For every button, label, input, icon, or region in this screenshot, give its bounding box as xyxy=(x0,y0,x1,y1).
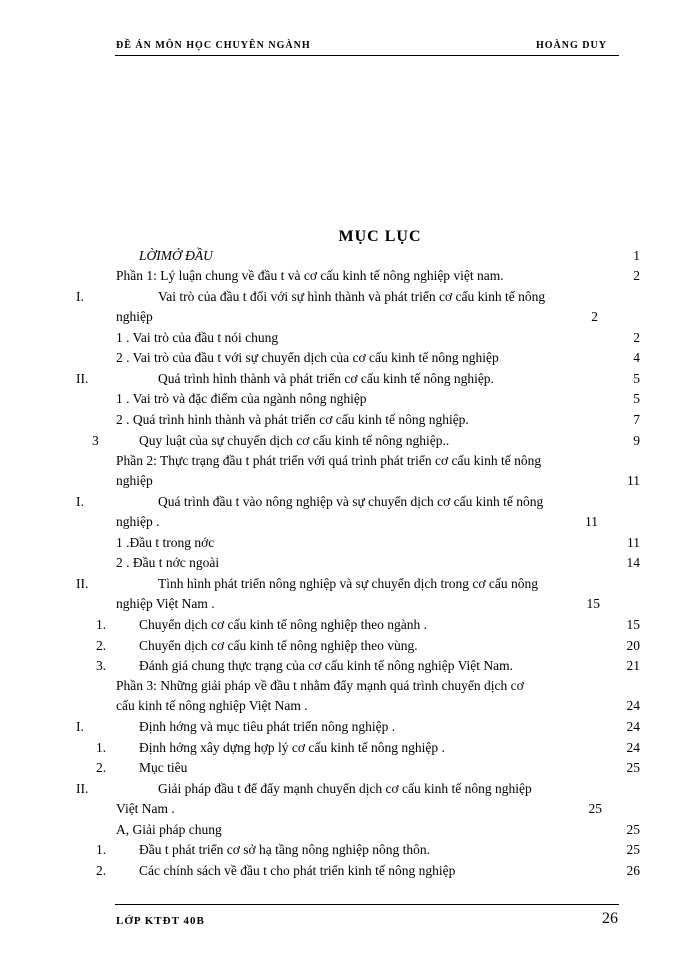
toc-entry-page: 25 xyxy=(626,842,640,857)
toc-entry-page: 15 xyxy=(626,617,640,632)
toc-entry-text: Quy luật của sự chuyển dịch cơ cấu kinh tế nông nghiệp.. xyxy=(139,433,450,448)
toc-entry-page: 20 xyxy=(626,638,640,653)
toc-entry-text: 1 . Vai trò của đầu t nói chung xyxy=(116,330,279,345)
toc-entry-text: Đầu t phát triển cơ sở hạ tầng nông nghiệp nông thôn. xyxy=(139,842,430,857)
toc-entry-continuation: cấu kinh tế nông nghiệp Việt Nam . xyxy=(116,698,308,713)
toc-entry-text: Tình hình phát triển nông nghiệp và sự chuyển dịch trong cơ cấu nông xyxy=(158,576,538,591)
toc-entry-text: Chuyển dịch cơ cấu kinh tế nông nghiệp theo vùng. xyxy=(139,638,418,653)
toc-entry-continuation: nghiệp xyxy=(116,473,153,488)
toc-entry-text: Phần 2: Thực trạng đầu t phát triển với quá trình phát triển cơ cấu kinh tế nông xyxy=(116,453,542,468)
toc-entry-page: 25 xyxy=(626,760,640,775)
toc-entry-continuation: nghiệp xyxy=(116,309,153,324)
toc-entry-text: Chuyển dịch cơ cấu kinh tế nông nghiệp theo ngành . xyxy=(139,617,427,632)
toc-entry-page: 9 xyxy=(633,433,640,448)
toc-entry-page: 2 xyxy=(633,330,640,345)
toc-entry-text: Phần 1: Lý luận chung về đầu t và cơ cấu kinh tế nông nghiệp việt nam. xyxy=(116,268,504,283)
toc-entry-page: 11 xyxy=(585,514,598,529)
toc-entry-text: Quá trình hình thành và phát triển cơ cấu kinh tế nông nghiệp. xyxy=(158,371,494,386)
toc-entry-page: 14 xyxy=(626,555,640,570)
toc-entry-number: I. xyxy=(76,289,84,304)
toc-entry-page: 24 xyxy=(626,698,640,713)
toc-entry-number: 2. xyxy=(96,638,107,653)
toc-entry-number: 1. xyxy=(96,617,107,632)
toc-entry-page: 24 xyxy=(626,740,640,755)
toc-entry-page: 5 xyxy=(633,391,640,406)
toc-entry-continuation: nghiệp . xyxy=(116,514,160,529)
page-number: 26 xyxy=(602,910,618,927)
toc-entry-page: 24 xyxy=(626,719,640,734)
toc-entry-number: I. xyxy=(76,494,84,509)
toc-entry-page: 11 xyxy=(627,535,640,550)
toc-entry-number: 3 xyxy=(92,433,99,448)
toc-entry-text: 1 . Vai trò và đặc điểm của ngành nông nghiệp xyxy=(116,391,367,406)
toc-entry-text: Phần 3: Những giải pháp về đầu t nhằm đẩy mạnh quá trình chuyển dịch cơ xyxy=(116,678,524,693)
toc-entry-text: Mục tiêu xyxy=(139,760,188,775)
toc-entry-text: A, Giải pháp chung xyxy=(116,822,222,837)
toc-entry-text: 2 . Đầu t nớc ngoài xyxy=(116,555,220,570)
toc-entry-page: 7 xyxy=(633,412,640,427)
toc-entry-number: 3. xyxy=(96,658,107,673)
toc-entry-number: 2. xyxy=(96,863,107,878)
page-footer-left: LỚP KTĐT 40B xyxy=(116,915,205,927)
toc-entry-page: 5 xyxy=(633,371,640,386)
toc-entry-page: 25 xyxy=(588,801,602,816)
toc-entry-number: 1. xyxy=(96,740,107,755)
toc-entry-text: Đánh giá chung thực trạng của cơ cấu kinh tế nông nghiệp Việt Nam. xyxy=(139,658,514,673)
toc-entry-text: Giải pháp đầu t để đẩy mạnh chuyển dịch cơ cấu kinh tế nông nghiệp xyxy=(158,781,532,796)
footer-rule xyxy=(115,904,619,905)
toc-entry-page: 25 xyxy=(626,822,640,837)
toc-entry-page: 11 xyxy=(627,473,640,488)
toc-entry-number: II. xyxy=(76,781,89,796)
toc-entry-continuation: Việt Nam . xyxy=(116,801,175,816)
toc-entry-text: Định hớng xây dựng hợp lý cơ cấu kinh tế nông nghiệp . xyxy=(139,740,445,755)
toc-entry-text: Vai trò của đầu t đối với sự hình thành và phát triển cơ cấu kinh tế nông xyxy=(158,289,546,304)
toc-entry-text: 2 . Quá trình hình thành và phát triển cơ cấu kinh tế nông nghiệp. xyxy=(116,412,469,427)
toc-entry-page: 26 xyxy=(626,863,640,878)
toc-entry-page: 21 xyxy=(626,658,640,673)
toc-entry-number: I. xyxy=(76,719,84,734)
toc-entry-text: Quá trình đầu t vào nông nghiệp và sự chuyển dịch cơ cấu kinh tế nông xyxy=(158,494,544,509)
toc-entry-number: 2. xyxy=(96,760,107,775)
toc-entry-page: 2 xyxy=(633,268,640,283)
toc-entry-page: 15 xyxy=(586,596,600,611)
page-title: MỤC LỤC xyxy=(338,228,422,245)
header-rule xyxy=(115,55,619,56)
toc-entry-text: Các chính sách về đầu t cho phát triển kinh tế nông nghiệp xyxy=(139,863,456,878)
toc-entry-page: 4 xyxy=(633,350,640,365)
toc-entry-text: 1 .Đầu t trong nớc xyxy=(116,535,215,550)
toc-entry-page: 2 xyxy=(591,309,598,324)
toc-entry-text: Định hớng và mục tiêu phát triển nông nghiệp . xyxy=(139,719,396,734)
page-header-left: ĐỀ ÁN MÔN HỌC CHUYÊN NGÀNH xyxy=(116,40,311,51)
page-header-right: HOÀNG DUY xyxy=(536,40,607,51)
toc-entry-number: II. xyxy=(76,371,89,386)
toc-entry-text: 2 . Vai trò của đầu t với sự chuyển dịch của cơ cấu kinh tế nông nghiệp xyxy=(116,350,499,365)
toc-entry-number: 1. xyxy=(96,842,107,857)
toc-entry-number: II. xyxy=(76,576,89,591)
toc-entry-page: 1 xyxy=(633,248,640,263)
toc-entry-continuation: nghiệp Việt Nam . xyxy=(116,596,215,611)
toc-entry-text: LỜIMỞ ĐẦU xyxy=(139,248,213,263)
